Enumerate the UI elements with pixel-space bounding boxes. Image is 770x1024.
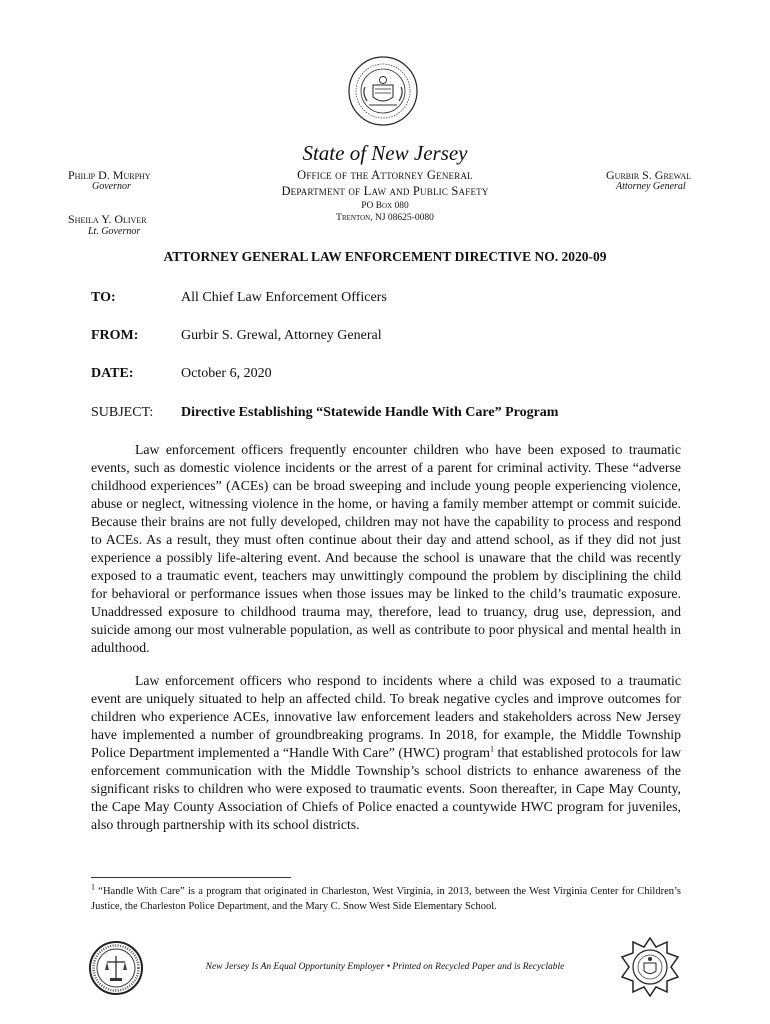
state-title: State of New Jersey (302, 141, 468, 165)
department-name: Department of Law and Public Safety (281, 184, 489, 198)
governor-name: Philip D. Murphy (68, 168, 151, 182)
lt-governor-role: Lt. Governor (88, 226, 141, 237)
paragraph-2 (91, 672, 681, 834)
po-box: PO Box 080 (361, 201, 409, 211)
attorney-general-name: Gurbir S. Grewal (606, 168, 692, 182)
date-label: DATE: (91, 366, 134, 381)
from-label: FROM: (91, 328, 139, 343)
governor-role: Governor (92, 181, 131, 192)
paragraph-2-part-1: Law enforcement officers who respond to incidents where a child was exposed to a traumatic event are uniquely situated to help an affected child. To break negative cycles and improve outcomes for children who experience ACEs, innovative law enforcement leaders and stakeholders across New Jersey have implemented a number of groundbreaking programs. In 2018, for example, the Middle Township Police Department implemented a “Handle With Care” (HWC) program (91, 673, 681, 760)
footnote-divider (91, 877, 291, 878)
office-name: Office of the Attorney General (297, 168, 473, 182)
body-text (91, 441, 681, 834)
police-badge-right (619, 936, 681, 998)
date-value: October 6, 2020 (181, 366, 272, 381)
footnote-text: “Handle With Care” is a program that originated in Charleston, West Virginia, in 2013, between the West Virginia Center for Children’s Justice, the Charleston Police Department, and the Mary C. Snow West Side Elementary School. (91, 886, 681, 912)
paragraph-1: Law enforcement officers frequently encounter children who have been exposed to traumatic events, such as domestic violence incidents or the arrest of a parent for criminal activity. These “adverse childhood experiences” (ACEs) can be broad sweeping and include young people experiencing violence, abuse or neglect, witnessing violence in the home, or having a family member attempt or commit suicide. Because their brains are not fully developed, children may not have the capability to process and respond to ACEs. As a result, they must often continue about their day and attend school, as if they did not just experience a possibly life-altering event. And because the school is unaware that the child was recently exposed to a traumatic event, teachers may unwittingly compound the problem by disciplining the child for behavioral or performance issues when those issues may be linked to the child’s traumatic exposure. Unaddressed exposure to childhood trauma may, therefore, lead to truancy, drug use, depression, and suicide among our most vulnerable population, as well as contribute to poor physical and mental health in adulthood. (91, 442, 681, 655)
attorney-general-role: Attorney General (616, 181, 686, 192)
from-value: Gurbir S. Grewal, Attorney General (181, 328, 382, 343)
footer-text: New Jersey Is An Equal Opportunity Employer • Printed on Recycled Paper and is Recyclable (205, 962, 565, 972)
to-value: All Chief Law Enforcement Officers (181, 290, 387, 305)
state-seal (347, 55, 419, 127)
footnote-number: 1 (91, 882, 95, 892)
subject-value: Directive Establishing “Statewide Handle With Care” Program (181, 405, 559, 420)
footnote-reference: 1 (490, 744, 494, 754)
paragraph-2-part-2: that established protocols for law enforcement communication with the Middle Township’s school districts to enhance awareness of the significant risks to children who were exposed to traumatic events. Soon thereafter, in Cape May County, the Cape May County Association of Chiefs of Police enacted a countywide HWC program for juveniles, also through partnership with its school districts. (91, 745, 681, 832)
subject-label: SUBJECT: (91, 405, 154, 420)
city-address: Trenton, NJ 08625-0080 (336, 213, 434, 223)
directive-title: ATTORNEY GENERAL LAW ENFORCEMENT DIRECTIVE NO. 2020-09 (163, 249, 607, 264)
footnote (91, 884, 681, 914)
lt-governor-name: Sheila Y. Oliver (68, 212, 147, 226)
to-label: TO: (91, 290, 116, 305)
